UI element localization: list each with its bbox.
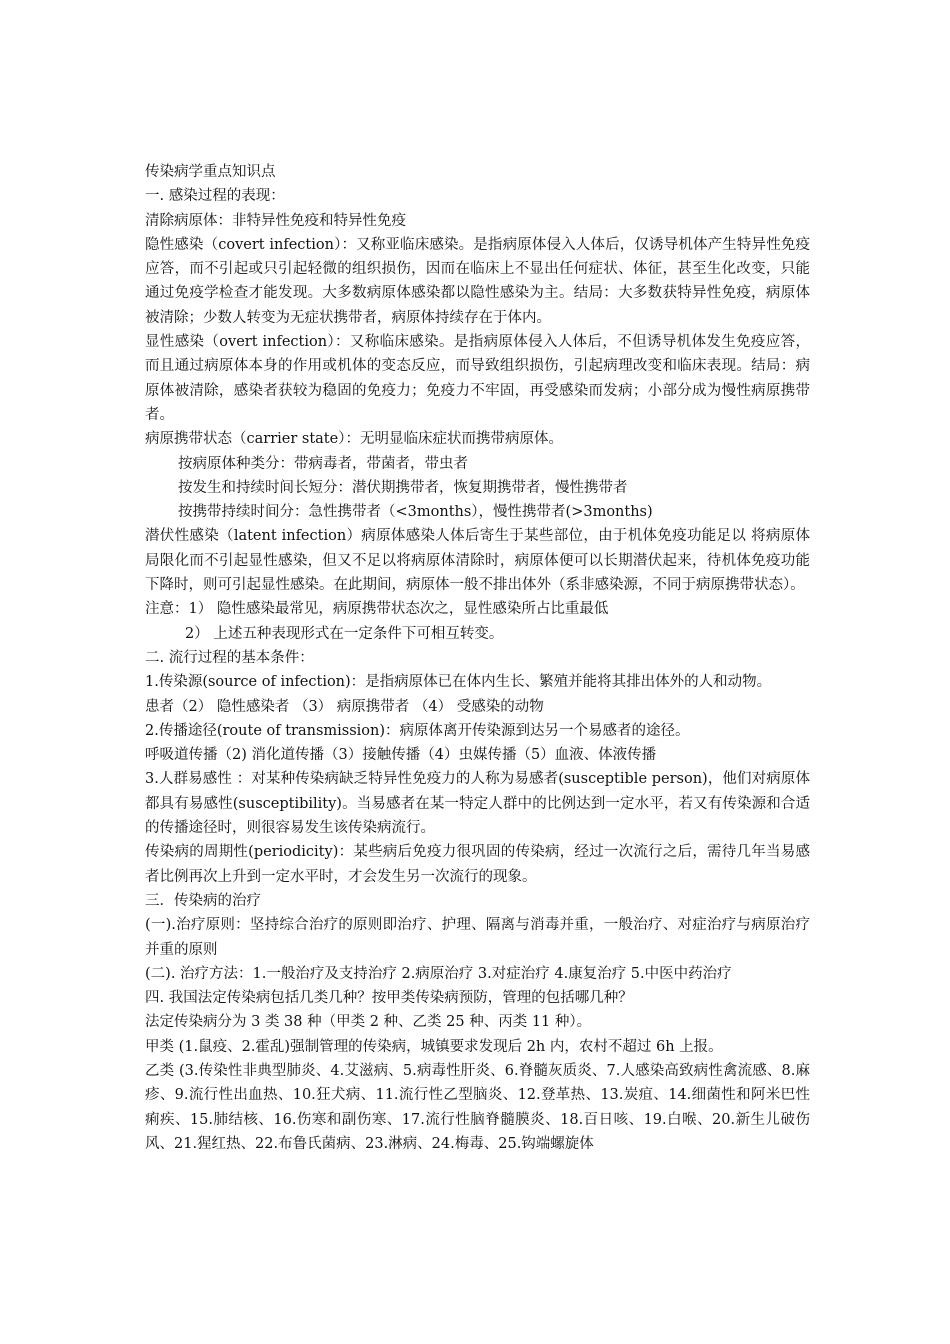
paragraph: 按携带持续时间分：急性携带者（<3months），慢性携带者(>3months)	[178, 504, 653, 521]
paragraph: 按病原体种类分：带病毒者，带菌者，带虫者	[178, 455, 468, 472]
paragraph: 潜伏性感染（latent infection）病原体感染人体后寄生于某些部位，由于机体免疫功能足以 将病原体局限化而不引起显性感染，但又不足以将病原体清除时，病原体便可以长期潜伏起来，待机体免疫功能下降时，则可引起显性感染。在此期间，病原体一般不排出体外（系非感染源，不同于病原携带状态）。	[145, 528, 810, 594]
paragraph: 患者（2） 隐性感染者 （3） 病原携带者 （4） 受感染的动物	[145, 698, 544, 715]
paragraph: 病原携带状态（carrier state）：无明显临床症状而携带病原体。	[145, 431, 563, 448]
paragraph: 注意：1） 隐性感染最常见，病原携带状态次之，显性感染所占比重最低	[145, 601, 609, 618]
paragraph: 四. 我国法定传染病包括几类几种？按甲类传染病预防，管理的包括哪几种？	[145, 990, 633, 1007]
document-body	[145, 184, 810, 1156]
paragraph: 清除病原体：非特异性免疫和特异性免疫	[145, 212, 406, 229]
paragraph: 三．传染病的治疗	[145, 892, 261, 909]
paragraph: (二). 治疗方法：1.一般治疗及支持治疗 2.病原治疗 3.对症治疗 4.康复治疗 5.中医中药治疗	[145, 965, 732, 982]
paragraph: 传染病的周期性(periodicity)：某些病后免疫力很巩固的传染病，经过一次流行之后，需待几年当易感者比例再次上升到一定水平时，才会发生另一次流行的现象。	[145, 844, 810, 885]
paragraph: 隐性感染（covert infection）：又称亚临床感染。是指病原体侵入人体后，仅诱导机体产生特异性免疫应答，而不引起或只引起轻微的组织损伤，因而在临床上不显出任何症状、体征，甚至生化改变，只能通过免疫学检查才能发现。大多数病原体感染都以隐性感染为主。结局：大多数获特异性免疫，病原体被清除；少数人转变为无症状携带者，病原体持续存在于体内。	[145, 236, 810, 326]
paragraph: 乙类 (3.传染性非典型肺炎、4.艾滋病、5.病毒性肝炎、6.脊髓灰质炎、7.人感染高致病性禽流感、8.麻疹、9.流行性出血热、10.狂犬病、11.流行性乙型脑炎、12.登革热、13.炭疽、14.细菌性和阿米巴性痢疾、15.肺结核、16.伤寒和副伤寒、17.流行性脑脊髓膜炎、18.百日咳、19.白喉、20.新生儿破伤风、21.猩红热、22.布鲁氏菌病、23.淋病、24.梅毒、25.钩端螺旋体	[145, 1062, 810, 1152]
document-title: 传染病学重点知识点	[145, 164, 276, 180]
paragraph: 2.传播途径(route of transmission)：病原体离开传染源到达另一个易感者的途径。	[145, 722, 690, 739]
paragraph: 显性感染（overt infection）：又称临床感染。是指病原体侵入人体后，不但诱导机体发生免疫应答，而且通过病原体本身的作用或机体的变态反应，而导致组织损伤，引起病理改变和临床表现。结局：病原体被清除，感染者获较为稳固的免疫力；免疫力不牢固，再受感染而发病；小部分成为慢性病原携带者。	[145, 334, 810, 423]
paragraph: 2） 上述五种表现形式在一定条件下可相互转变。	[185, 625, 504, 642]
paragraph: 3.人群易感性 ：对某种传染病缺乏特异性免疫力的人称为易感者(susceptible person)，他们对病原体都具有易感性(susceptibility)。当易感者在某一特定人群中的比例达到一定水平，若又有传染源和合适的传播途径时，则很容易发生该传染病流行。	[145, 771, 810, 837]
paragraph: 一. 感染过程的表现：	[145, 188, 285, 205]
paragraph: 按发生和持续时间长短分：潜伏期携带者，恢复期携带者，慢性携带者	[178, 479, 628, 496]
paragraph: 二. 流行过程的基本条件：	[145, 649, 314, 666]
paragraph: 呼吸道传播（2) 消化道传播（3）接触传播（4）虫媒传播（5）血液、体液传播	[145, 747, 657, 764]
paragraph: 法定传染病分为 3 类 38 种（甲类 2 种、乙类 25 种、丙类 11 种）。	[145, 1014, 592, 1031]
paragraph: (一).治疗原则：坚持综合治疗的原则即治疗、护理、隔离与消毒并重，一般治疗、对症治疗与病原治疗并重的原则	[145, 917, 810, 958]
paragraph: 甲类 (1.鼠疫、2.霍乱)强制管理的传染病，城镇要求发现后 2h 内，农村不超过 6h 上报。	[145, 1038, 723, 1055]
document-page	[145, 160, 810, 1156]
paragraph: 1.传染源(source of infection)：是指病原体已在体内生长、繁殖并能将其排出体外的人和动物。	[145, 674, 772, 691]
